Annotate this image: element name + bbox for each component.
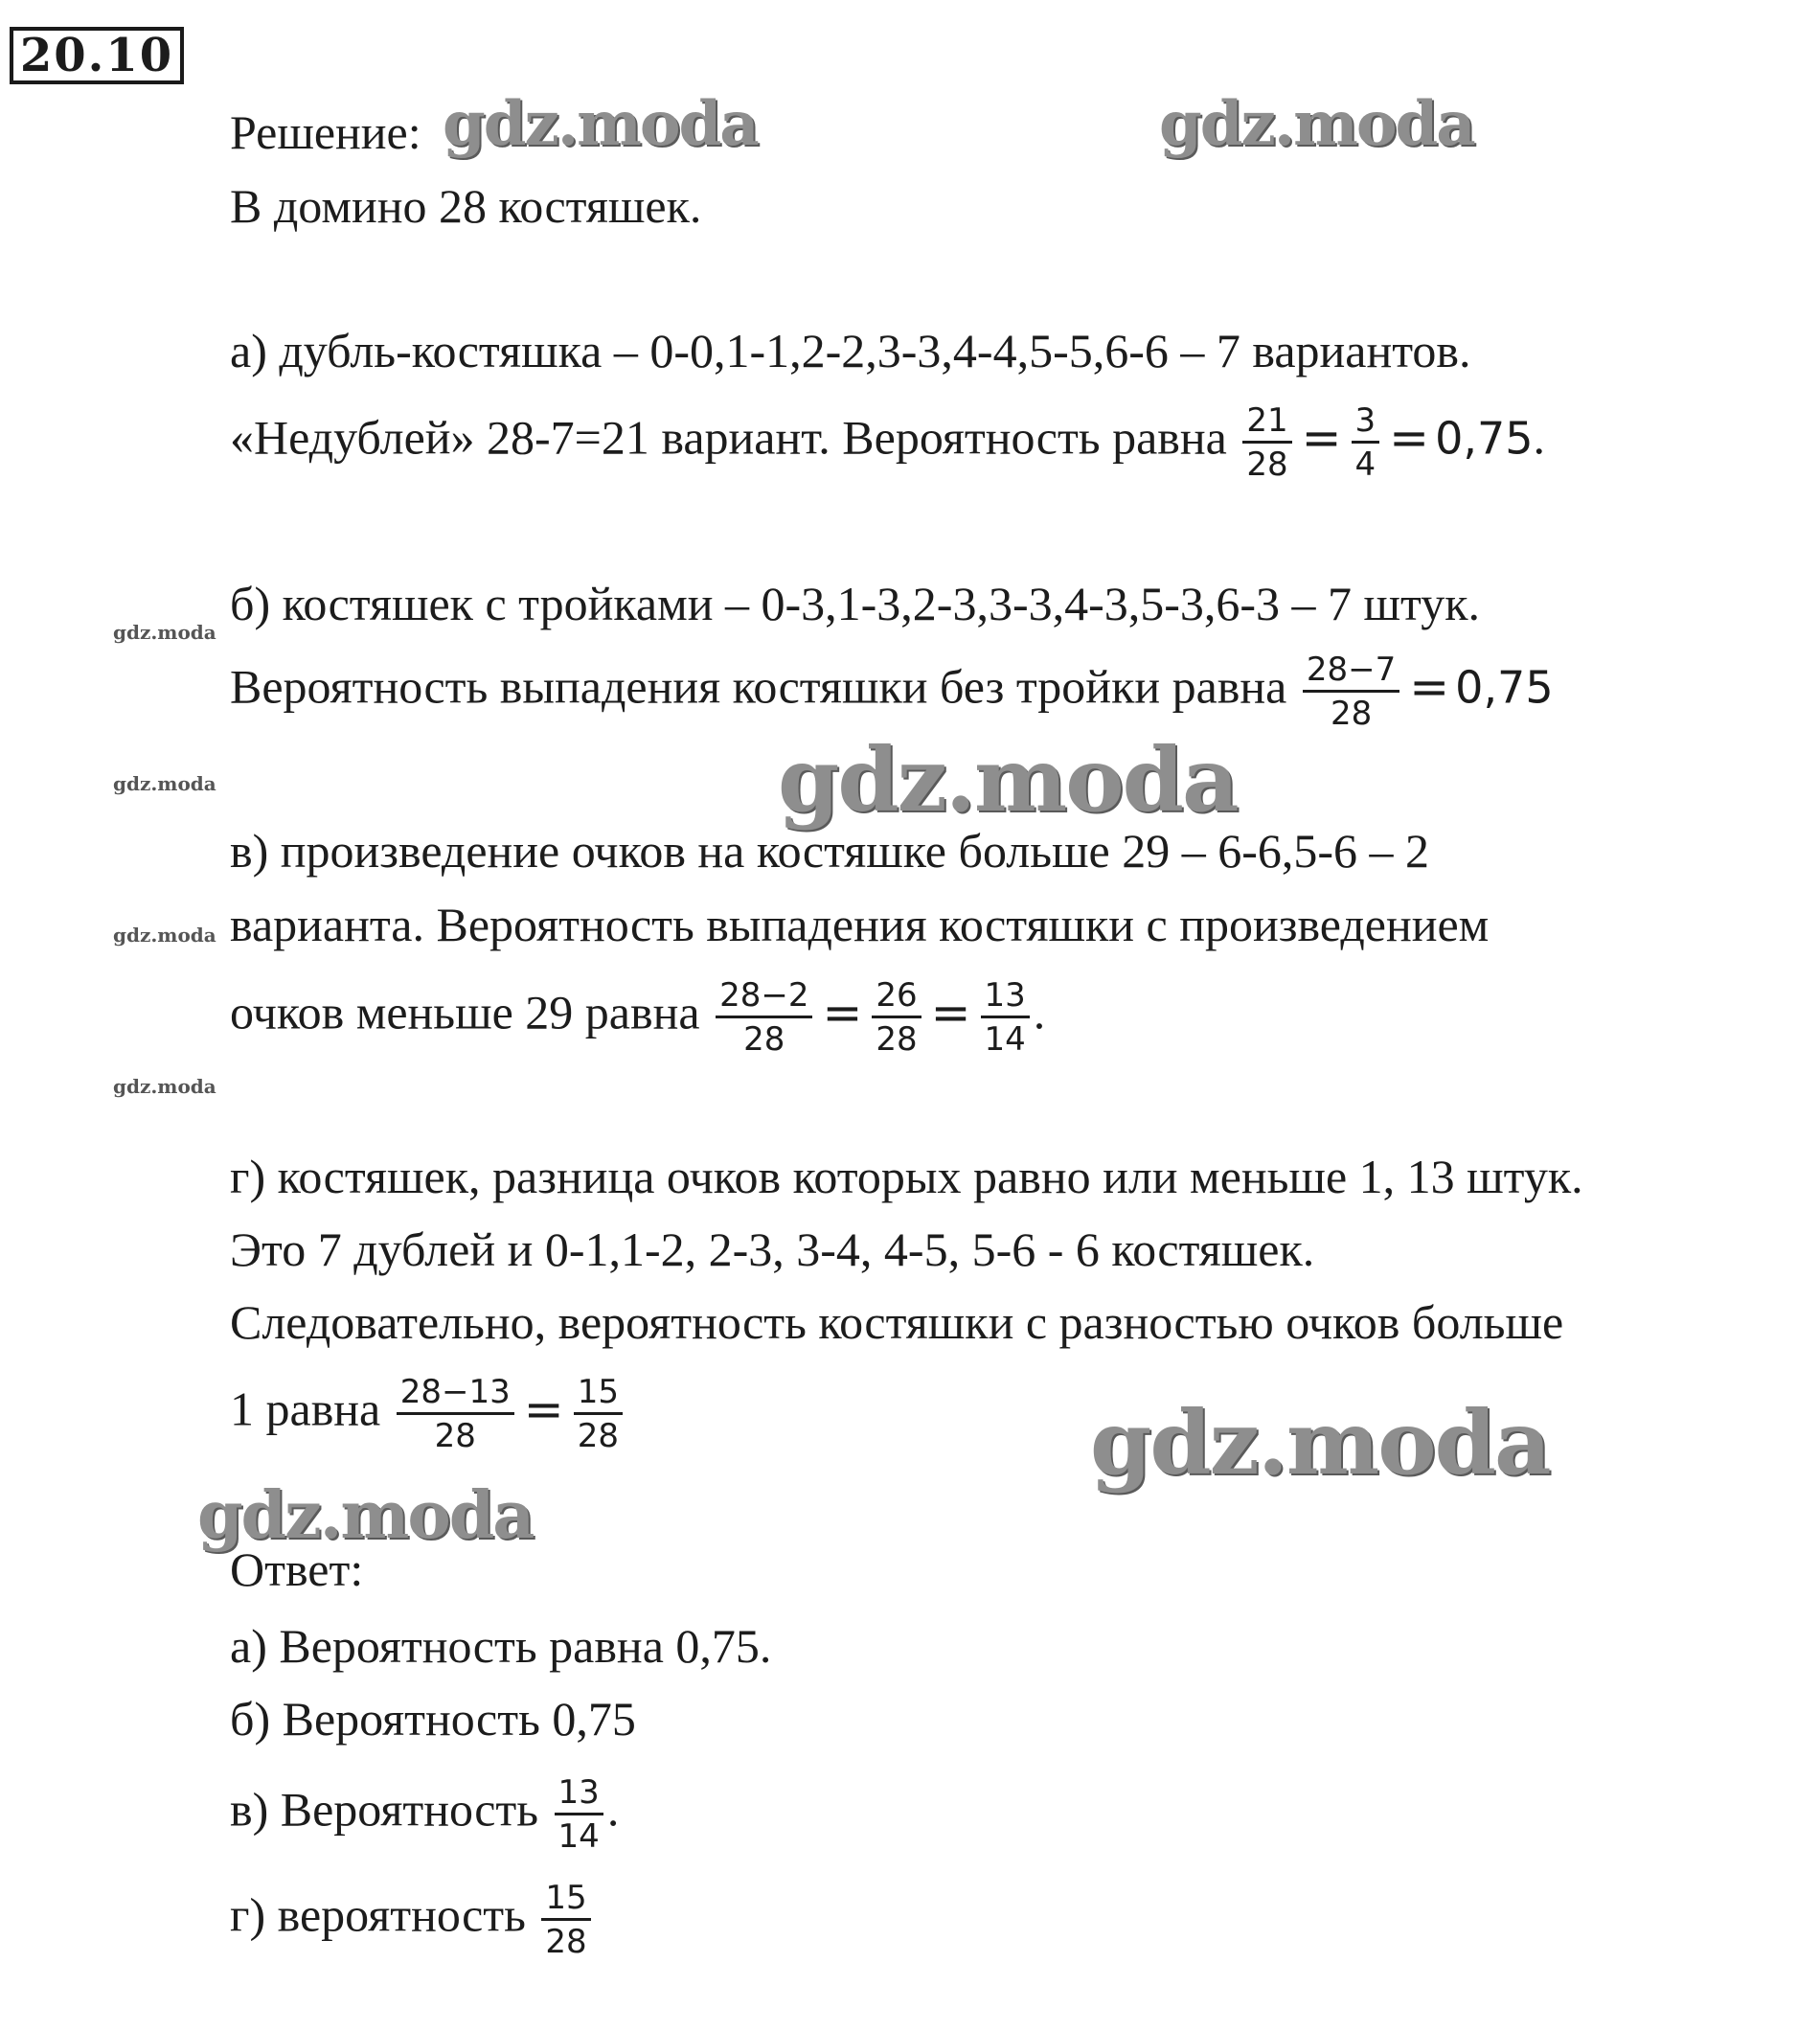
part-c-line2: варианта. Вероятность выпадения костяшки с произведением xyxy=(230,898,1490,951)
part-d-line3: Следовательно, вероятность костяшки с разностью очков больше xyxy=(230,1295,1564,1349)
part-b-line1: б) костяшек с тройками – 0-3,1-3,2-3,3-3,4-3,5-3,6-3 – 7 штук. xyxy=(230,577,1481,630)
watermark: gdz.moda xyxy=(778,728,1238,832)
answer-c: в) Вероятность $\frac{13}{14}$ . xyxy=(230,1773,620,1857)
answer-heading: Ответ: xyxy=(230,1542,364,1596)
part-b-result: 0,75 xyxy=(1455,661,1554,714)
solution-intro: В домино 28 костяшек. xyxy=(230,179,702,233)
part-d-line1: г) костяшек, разница очков которых равно или меньше 1, 13 штук. xyxy=(230,1150,1583,1203)
part-a-text: «Недублей» 28-7=21 вариант. Вероятность равна xyxy=(230,410,1227,465)
watermark: gdz.moda xyxy=(197,1477,534,1554)
fraction: $\frac{28-2}{28}$ xyxy=(716,977,812,1058)
answer-a: а) Вероятность равна 0,75. xyxy=(230,1619,772,1673)
fraction: $\frac{13}{14}$ xyxy=(981,977,1030,1058)
fraction: $\frac{28-7}{28}$ xyxy=(1303,651,1399,732)
problem-number: 20.10 xyxy=(10,27,184,84)
fraction: $\frac{28-13}{28}$ xyxy=(397,1374,514,1454)
part-c-text: очков меньше 29 равна xyxy=(230,985,700,1039)
fraction: $\frac{15}{28}$ xyxy=(541,1880,590,1960)
answer-d-text: г) вероятность xyxy=(230,1887,526,1942)
answer-d xyxy=(230,1880,595,1960)
part-b-text: Вероятность выпадения костяшки без тройки равна xyxy=(230,659,1287,714)
part-b-line2: Вероятность выпадения костяшки без тройки равна $\frac{28-7}{28}$ = 0,75 xyxy=(230,651,1554,734)
fraction: $\frac{26}{28}$ xyxy=(872,977,921,1058)
fraction: $\frac{13}{14}$ xyxy=(555,1774,603,1855)
part-a-result: 0,75 xyxy=(1435,412,1534,465)
part-d-line4: 1 равна $\frac{28-13}{28}$ = $\frac{15}{28}$ xyxy=(230,1374,626,1454)
watermark: gdz.moda xyxy=(1159,88,1474,160)
fraction: $\frac{3}{4}$ xyxy=(1352,402,1380,483)
fraction: $\frac{21}{28}$ xyxy=(1242,402,1291,483)
watermark-small: gdz.moda xyxy=(113,924,216,947)
watermark-small: gdz.moda xyxy=(113,1075,216,1098)
answer-b: б) Вероятность 0,75 xyxy=(230,1692,636,1746)
watermark: gdz.moda xyxy=(443,88,758,160)
part-a-line2: «Недублей» 28-7=21 вариант. Вероятность равна $\frac{21}{28}$ = $\frac{3}{4}$ = 0,75. xyxy=(230,401,1545,485)
watermark-small: gdz.moda xyxy=(113,772,216,795)
part-d-line2: Это 7 дублей и 0-1,1-2, 2-3, 3-4, 4-5, 5-6 - 6 костяшек. xyxy=(230,1222,1315,1276)
answer-c-text: в) Вероятность xyxy=(230,1782,539,1837)
part-c-line3: очков меньше 29 равна $\frac{28-2}{28}$ = $\frac{26}{28}$ = $\frac{13}{14}$ . xyxy=(230,976,1046,1060)
watermark-small: gdz.moda xyxy=(113,621,216,644)
part-a-line1: а) дубль-костяшка – 0-0,1-1,2-2,3-3,4-4,5-5,6-6 – 7 вариантов. xyxy=(230,324,1471,377)
fraction: $\frac{15}{28}$ xyxy=(574,1374,623,1454)
part-c-line1: в) произведение очков на костяшке больше 29 – 6-6,5-6 – 2 xyxy=(230,824,1430,878)
part-d-text: 1 равна xyxy=(230,1381,381,1436)
solution-heading: Решение: xyxy=(230,105,421,159)
watermark: gdz.moda xyxy=(1090,1391,1550,1495)
